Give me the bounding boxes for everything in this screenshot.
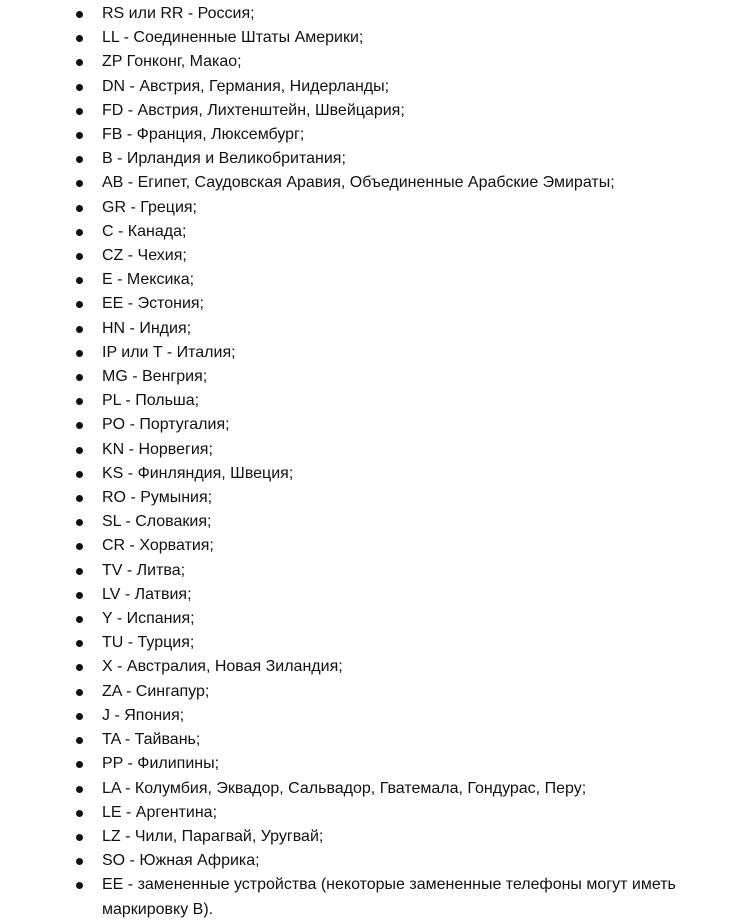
list-item-text: SL - Словакия; <box>102 513 212 531</box>
bullet-icon <box>76 568 83 575</box>
list-item-text: J - Япония; <box>102 706 185 724</box>
bullet-icon <box>76 543 83 550</box>
list-item <box>76 244 744 268</box>
bullet-icon <box>76 398 83 405</box>
list-item-text: SO - Южная Африка; <box>102 852 260 870</box>
bullet-icon <box>76 350 83 357</box>
list-item <box>76 680 744 704</box>
list-item <box>76 607 744 631</box>
bullet-icon <box>76 786 83 793</box>
list-item <box>76 50 744 74</box>
list-item-text: FD - Австрия, Лихтенштейн, Швейцария; <box>102 101 405 119</box>
bullet-icon <box>76 592 83 599</box>
bullet-icon <box>76 132 83 139</box>
list-item-text: TU - Турция; <box>102 634 195 652</box>
list-item <box>76 341 744 365</box>
bullet-icon <box>76 253 83 260</box>
list-item <box>76 873 744 921</box>
bullet-icon <box>76 180 83 187</box>
list-item-text: DN - Австрия, Германия, Нидерланды; <box>102 77 390 95</box>
list-item <box>76 728 744 752</box>
list-item-text: X - Австралия, Новая Зиландия; <box>102 658 343 676</box>
list-item-text: ZP Гонконг, Макао; <box>102 53 242 71</box>
list-item <box>76 147 744 171</box>
list-item <box>76 365 744 389</box>
list-item <box>76 26 744 50</box>
list-item <box>76 413 744 437</box>
bullet-icon <box>76 471 83 478</box>
bullet-icon <box>76 737 83 744</box>
list-item-text: RO - Румыния; <box>102 489 213 507</box>
bullet-icon <box>76 713 83 720</box>
bullet-icon <box>76 301 83 308</box>
list-item-text: LZ - Чили, Парагвай, Уругвай; <box>102 827 324 845</box>
list-item-text: TA - Тайвань; <box>102 731 201 749</box>
list-item-text: EE - Эстония; <box>102 295 204 313</box>
list-item <box>76 559 744 583</box>
list-item <box>76 631 744 655</box>
bullet-icon <box>76 277 83 284</box>
country-code-list <box>76 2 744 922</box>
list-item-text: MG - Венгрия; <box>102 368 208 386</box>
bullet-icon <box>76 229 83 236</box>
list-item-text: AB - Египет, Саудовская Аравия, Объединенные Арабские Эмираты; <box>102 174 615 192</box>
bullet-icon <box>76 447 83 454</box>
bullet-icon <box>76 810 83 817</box>
list-item <box>76 510 744 534</box>
list-item <box>76 389 744 413</box>
list-item <box>76 438 744 462</box>
bullet-icon <box>76 156 83 163</box>
list-item <box>76 171 744 195</box>
bullet-icon <box>76 882 83 889</box>
list-item-text: EE - замененные устройства (некоторые замененные телефоны могут иметь маркировку B). <box>102 876 676 918</box>
list-item-text: LV - Латвия; <box>102 585 192 603</box>
bullet-icon <box>76 761 83 768</box>
list-item-text: TV - Литва; <box>102 561 186 579</box>
list-item-text: FB - Франция, Люксембург; <box>102 126 305 144</box>
list-item <box>76 292 744 316</box>
list-item-text: PL - Польша; <box>102 392 200 410</box>
list-item-text: KS - Финляндия, Швеция; <box>102 464 294 482</box>
list-item-text: GR - Греция; <box>102 198 197 216</box>
list-item-text: CZ - Чехия; <box>102 247 187 265</box>
list-item-text: CR - Хорватия; <box>102 537 214 555</box>
list-item <box>76 2 744 26</box>
list-item-text: LL - Соединенные Штаты Америки; <box>102 29 364 47</box>
bullet-icon <box>76 59 83 66</box>
list-item-text: PP - Филипины; <box>102 755 220 773</box>
list-item-text: E - Мексика; <box>102 271 195 289</box>
bullet-icon <box>76 422 83 429</box>
list-item-text: LE - Аргентина; <box>102 803 218 821</box>
list-item <box>76 268 744 292</box>
list-item-text: Y - Испания; <box>102 610 195 628</box>
list-item <box>76 655 744 679</box>
bullet-icon <box>76 834 83 841</box>
list-item <box>76 704 744 728</box>
list-item <box>76 123 744 147</box>
list-item-text: B - Ирландия и Великобритания; <box>102 150 346 168</box>
list-item-text: IP или T - Италия; <box>102 343 236 361</box>
list-item-text: LA - Колумбия, Эквадор, Сальвадор, Гватемала, Гондурас, Перу; <box>102 779 587 797</box>
list-item <box>76 99 744 123</box>
bullet-icon <box>76 689 83 696</box>
bullet-icon <box>76 11 83 18</box>
bullet-icon <box>76 205 83 212</box>
list-item <box>76 583 744 607</box>
list-item <box>76 801 744 825</box>
list-item-text: RS или RR - Россия; <box>102 5 255 22</box>
list-item <box>76 196 744 220</box>
bullet-icon <box>76 35 83 42</box>
list-item <box>76 317 744 341</box>
bullet-icon <box>76 640 83 647</box>
list-item <box>76 534 744 558</box>
bullet-icon <box>76 108 83 115</box>
list-item-text: PO - Португалия; <box>102 416 230 434</box>
list-item <box>76 220 744 244</box>
list-item-text: KN - Норвегия; <box>102 440 213 458</box>
list-item-text: HN - Индия; <box>102 319 192 337</box>
bullet-icon <box>76 519 83 526</box>
bullet-icon <box>76 664 83 671</box>
list-item <box>76 849 744 873</box>
list-item <box>76 486 744 510</box>
list-item <box>76 462 744 486</box>
list-item <box>76 752 744 776</box>
bullet-icon <box>76 858 83 865</box>
list-item <box>76 825 744 849</box>
list-item-text: C - Канада; <box>102 222 187 240</box>
list-item <box>76 75 744 99</box>
bullet-icon <box>76 326 83 333</box>
bullet-icon <box>76 616 83 623</box>
list-item <box>76 777 744 801</box>
bullet-icon <box>76 495 83 502</box>
bullet-icon <box>76 84 83 91</box>
bullet-icon <box>76 374 83 381</box>
list-item-text: ZA - Сингапур; <box>102 682 210 700</box>
